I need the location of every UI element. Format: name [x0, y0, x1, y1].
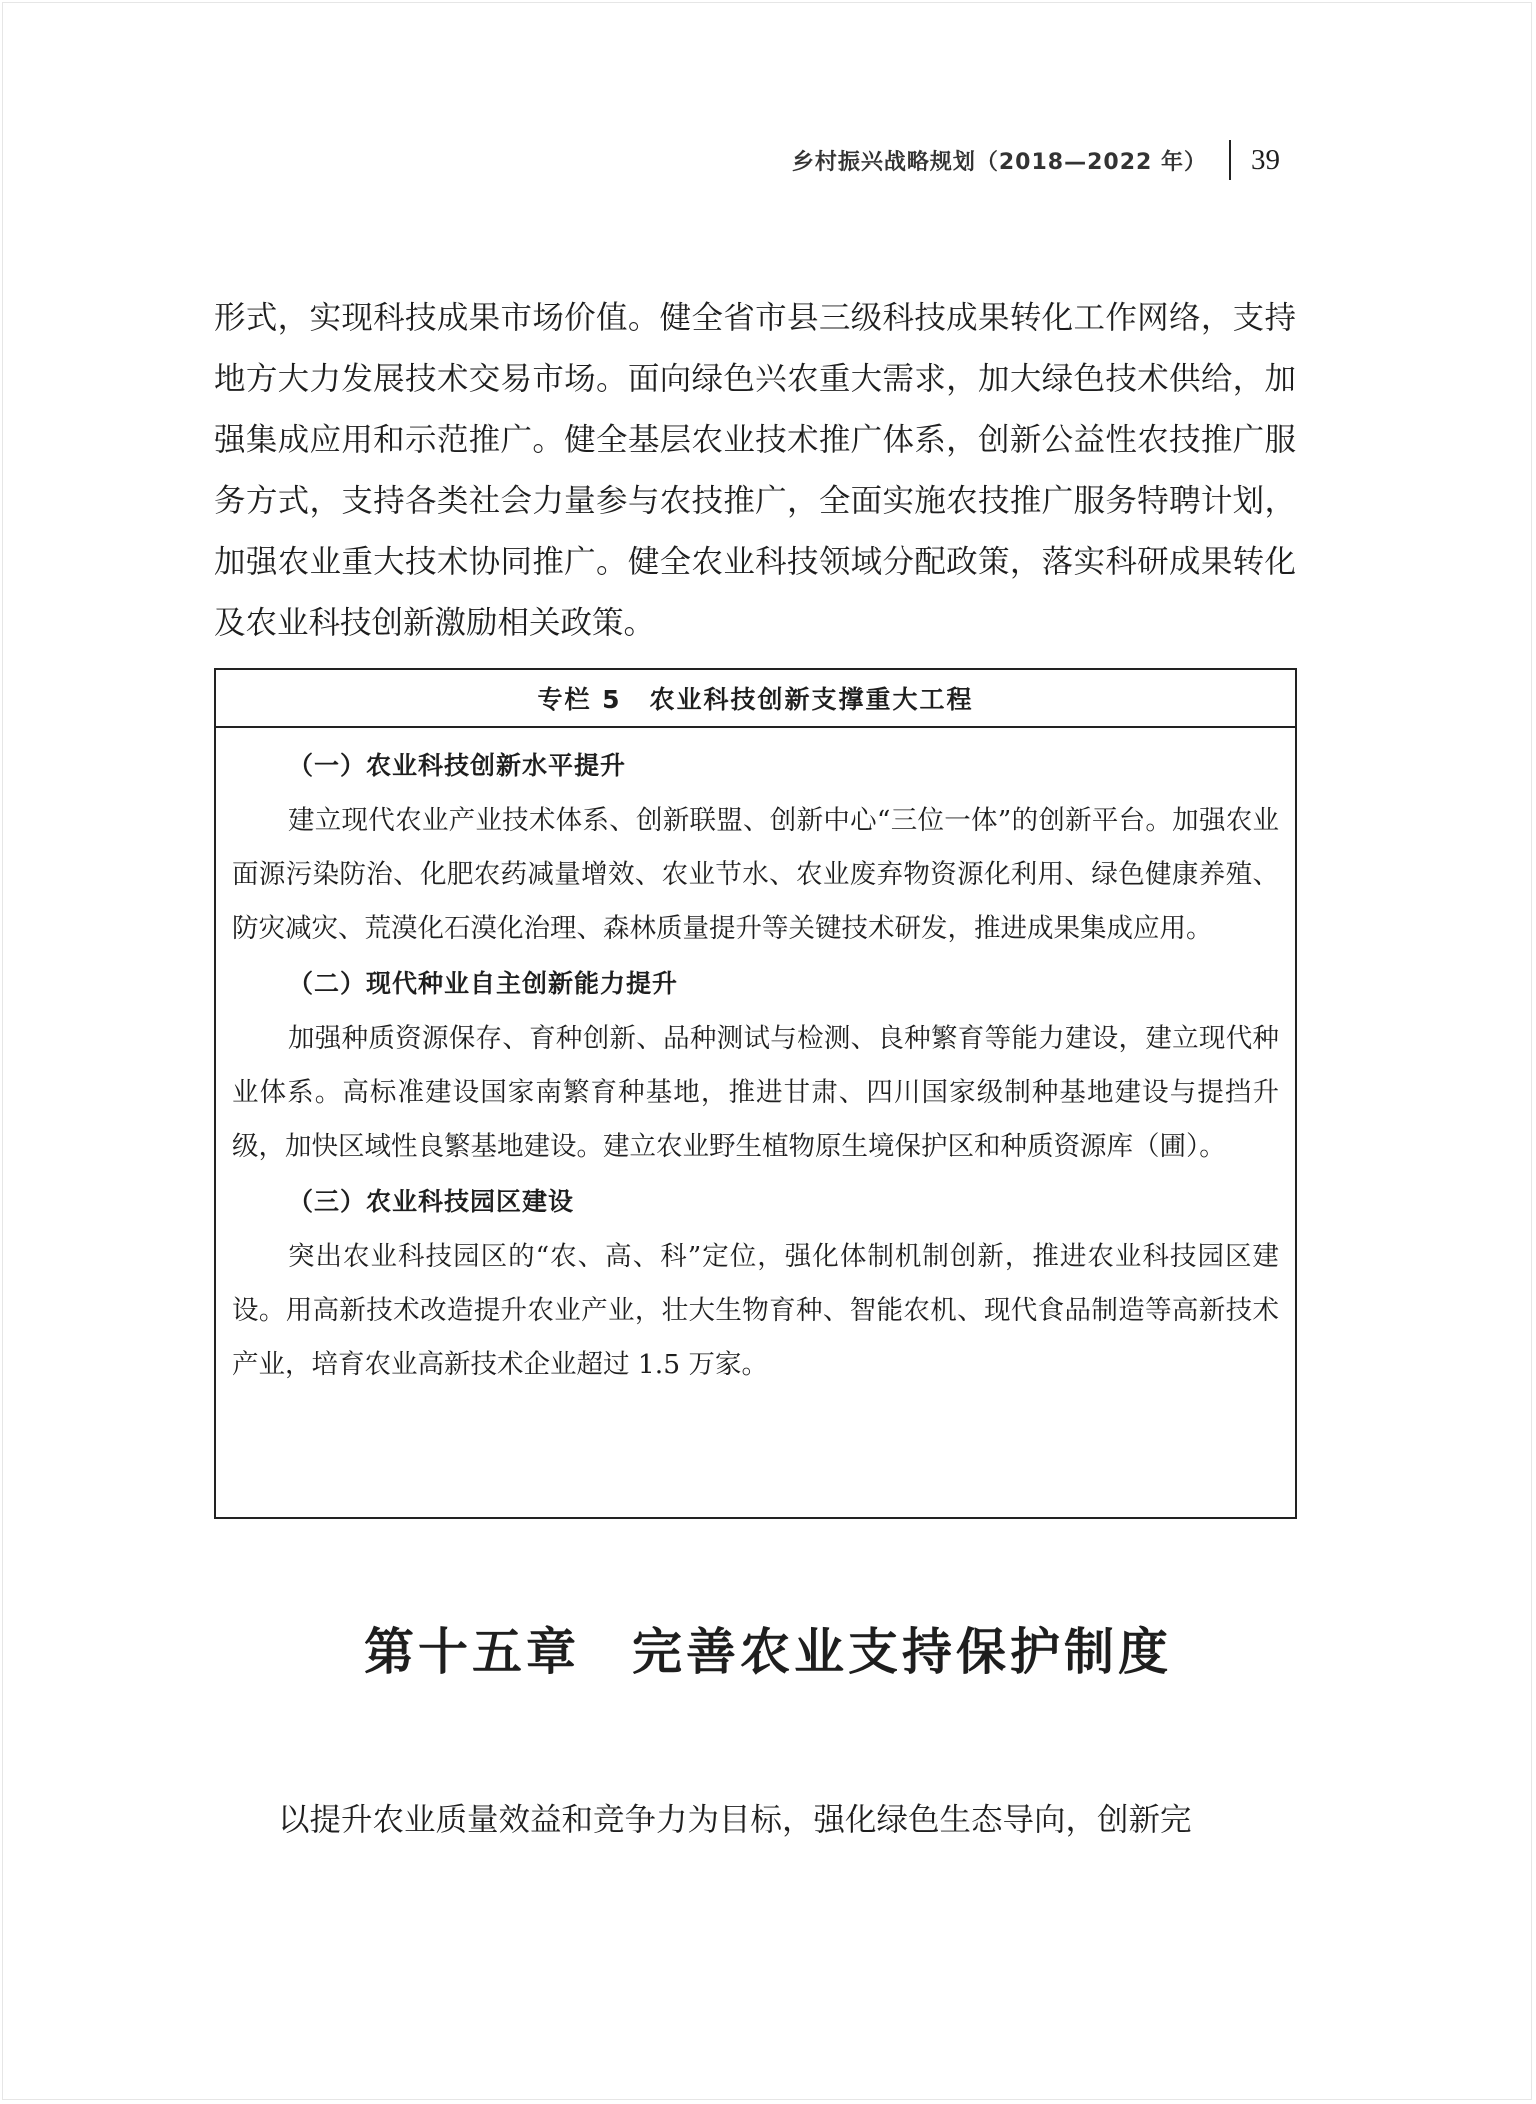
- running-header-title: 乡村振兴战略规划（2018—2022 年）: [791, 149, 1207, 175]
- chapter-title: 完善农业支持保护制度: [632, 1623, 1172, 1681]
- box-section-heading-2: （二）现代种业自主创新能力提升: [288, 969, 679, 998]
- running-header: [792, 140, 1280, 180]
- box-section-text-1: 建立现代农业产业技术体系、创新联盟、创新中心“三位一体”的创新平台。加强农业面源污染防治、化肥农药减量增效、农业节水、农业废弃物资源化利用、绿色健康养殖、防灾减灾、荒漠化石漠化治理、森林质量提升等关键技术研发，推进成果集成应用。: [232, 805, 1279, 944]
- box-section-heading-1: （一）农业科技创新水平提升: [288, 751, 627, 780]
- box-title: [216, 670, 1295, 728]
- body-paragraph-2: 以提升农业质量效益和竞争力为目标，强化绿色生态导向，创新完: [278, 1802, 1192, 1838]
- box-label: 专栏 5: [537, 685, 622, 714]
- box-section-heading-3: （三）农业科技园区建设: [288, 1187, 575, 1216]
- box-title-text: 农业科技创新支撑重大工程: [649, 685, 974, 714]
- sidebar-box: [214, 668, 1297, 1519]
- box-section-text-2: 加强种质资源保存、育种创新、品种测试与检测、良种繁育等能力建设，建立现代种业体系。高标准建设国家南繁育种基地，推进甘肃、四川国家级制种基地建设与提挡升级，加快区域性良繁基地建设。建立农业野生植物原生境保护区和种质资源库（圃）。: [232, 1023, 1279, 1162]
- body-paragraph-1: 形式，实现科技成果市场价值。健全省市县三级科技成果转化工作网络，支持地方大力发展技术交易市场。面向绿色兴农重大需求，加大绿色技术供给，加强集成应用和示范推广。健全基层农业技术推广体系，创新公益性农技推广服务方式，支持各类社会力量参与农技推广，全面实施农技推广服务特聘计划，加强农业重大技术协同推广。健全农业科技领域分配政策，落实科研成果转化及农业科技创新激励相关政策。: [214, 300, 1296, 641]
- box-body: [216, 728, 1295, 1392]
- box-section-text-3: 突出农业科技园区的“农、高、科”定位，强化体制机制创新，推进农业科技园区建设。用高新技术改造提升农业产业，壮大生物育种、智能农机、现代食品制造等高新技术产业，培育农业高新技术企业超过 1.5 万家。: [232, 1241, 1279, 1380]
- chapter-heading: [0, 1612, 1536, 1684]
- page-number: 39: [1251, 143, 1280, 176]
- chapter-number: 第十五章: [364, 1623, 580, 1681]
